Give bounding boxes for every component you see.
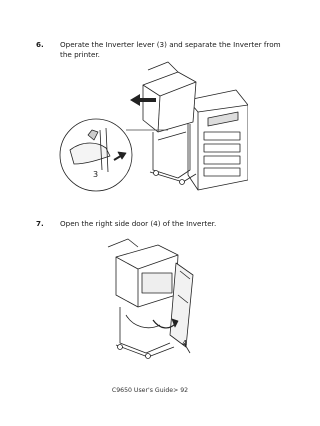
inverter-door-open-illustration <box>98 235 208 360</box>
step-text: Open the right side door (4) of the Inverter. <box>60 219 217 228</box>
step-text: Operate the Inverter lever (3) and separate the Inverter from the printer. <box>60 40 281 59</box>
step-number: 7. <box>36 219 44 228</box>
callout-label: 4 <box>182 339 188 348</box>
step-number: 6. <box>36 40 44 49</box>
inverter-separation-illustration <box>58 60 248 195</box>
page-footer: C9650 User's Guide> 92 <box>111 387 189 394</box>
callout-label: 3 <box>93 170 99 179</box>
